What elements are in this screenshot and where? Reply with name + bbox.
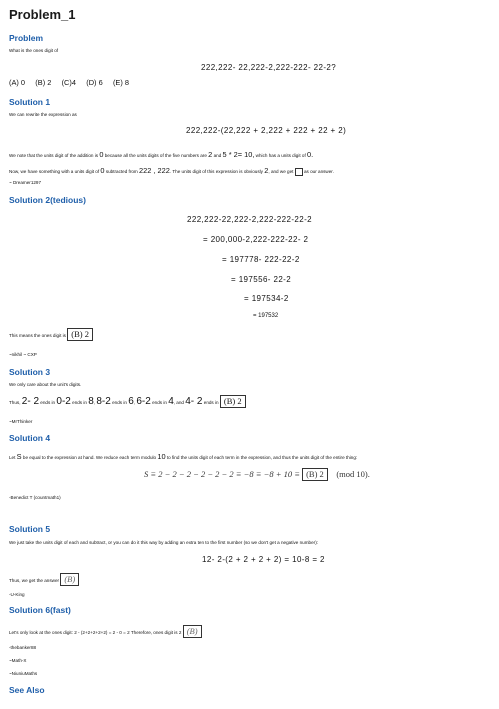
- solution2-line-3: = 197778- 222-22-2: [222, 255, 300, 264]
- answer-box: (B) 2: [67, 328, 93, 341]
- solution1-author: ~ Dreamer1297: [9, 180, 42, 185]
- solution6-text: Let's only look at the ones digit: 2 - (2+2+2+2+2) = 2 - 0 = 2 Therefore, ones digit is 2 (B): [9, 625, 202, 638]
- solution4-heading: Solution 4: [9, 433, 51, 443]
- solution1-intro: We can rewrite the expression as: [9, 112, 77, 117]
- answer-choices: [9, 78, 129, 87]
- solution1-line2: Now, we have something with a units digit of 0 subtracted from 222 , 222. The units digit of this expression is obviously 2, and we get as our answer.: [9, 166, 334, 175]
- choice-e: (E) 8: [112, 78, 129, 87]
- choice-b: (B) 2: [35, 78, 52, 87]
- answer-box: (B) 2: [220, 395, 246, 408]
- page-title: Problem_1: [9, 7, 76, 22]
- small-answer-box: [295, 168, 303, 176]
- solution2-line-5: = 197534-2: [244, 294, 289, 303]
- choice-a: (A) 0: [9, 78, 26, 87]
- solution2-line-4: = 197556- 22-2: [231, 275, 292, 284]
- solution5-expression: 12- 2-(2 + 2 + 2 + 2) = 10-8 = 2: [202, 555, 325, 564]
- solution3-line: Thus, 2- 2 ends in 0-2 ends in 8, 8-2 ends in 6, 6-2 ends in 4, and 4- 2 ends in (B) 2: [9, 395, 246, 408]
- solution6-author-2: ~Math-X: [9, 658, 27, 663]
- solution2-line-1: 222,222-22,222-2,222-222-22-2: [187, 215, 313, 224]
- solution3-intro: We only care about the unit's digits.: [9, 382, 82, 387]
- answer-box: (B): [60, 573, 79, 586]
- answer-box: (B): [183, 625, 202, 638]
- problem-text: What is the ones digit of: [9, 48, 59, 53]
- see-also-heading: See Also: [9, 685, 45, 695]
- solution4-author: -Benedict T (countmath1): [9, 495, 61, 500]
- solution5-intro: We just take the units digit of each and subtract, or you can do it this way by adding an extra ten to the first number (so we don't get a negative number):: [9, 540, 319, 545]
- solution5-author: -U-King: [9, 592, 25, 597]
- solution2-author: ~nikhil ~ CXP: [9, 352, 37, 357]
- choice-c: (C)4: [61, 78, 76, 87]
- solution2-heading: Solution 2(tedious): [9, 195, 86, 205]
- solution3-heading: Solution 3: [9, 367, 51, 377]
- solution2-line-6: = 197532: [253, 313, 279, 319]
- solution1-heading: Solution 1: [9, 97, 51, 107]
- solution6-author-1: -thebanker88: [9, 645, 37, 650]
- solution1-note: We note that the units digit of the addition is 0 because all the units digits of the five numbers are 2 and 5 * 2= 10, which has a units digit of 0.: [9, 150, 314, 159]
- answer-box: (B) 2: [302, 468, 328, 481]
- problem-expression: 222,222- 22,222-2,222-222- 22-2?: [201, 63, 337, 72]
- solution4-text: Let S be equal to the expression at hand. We reduce each term modulo 10 to find the units digit of each term in the expression, and thus the units digit of the entire thing:: [9, 452, 358, 461]
- solution6-heading: Solution 6(fast): [9, 605, 71, 615]
- solution5-heading: Solution 5: [9, 524, 51, 534]
- solution4-equation: S ≡ 2 − 2 − 2 − 2 − 2 − 2 ≡ −8 ≡ −8 + 10 ≡ (B) 2 (mod 10).: [144, 469, 370, 479]
- problem-heading: Problem: [9, 33, 44, 43]
- solution3-author: ~MrThinker: [9, 419, 33, 424]
- choice-d: (D) 6: [86, 78, 103, 87]
- solution5-thus: Thus, we get the answer (B): [9, 573, 79, 586]
- solution2-line-2: = 200,000-2,222-222-22- 2: [203, 235, 309, 244]
- solution2-means: This means the ones digit is (B) 2: [9, 328, 93, 341]
- solution1-expression: 222,222-(22,222 + 2,222 + 222 + 22 + 2): [186, 126, 347, 135]
- solution6-author-3: ~NiuniuMaths: [9, 671, 38, 676]
